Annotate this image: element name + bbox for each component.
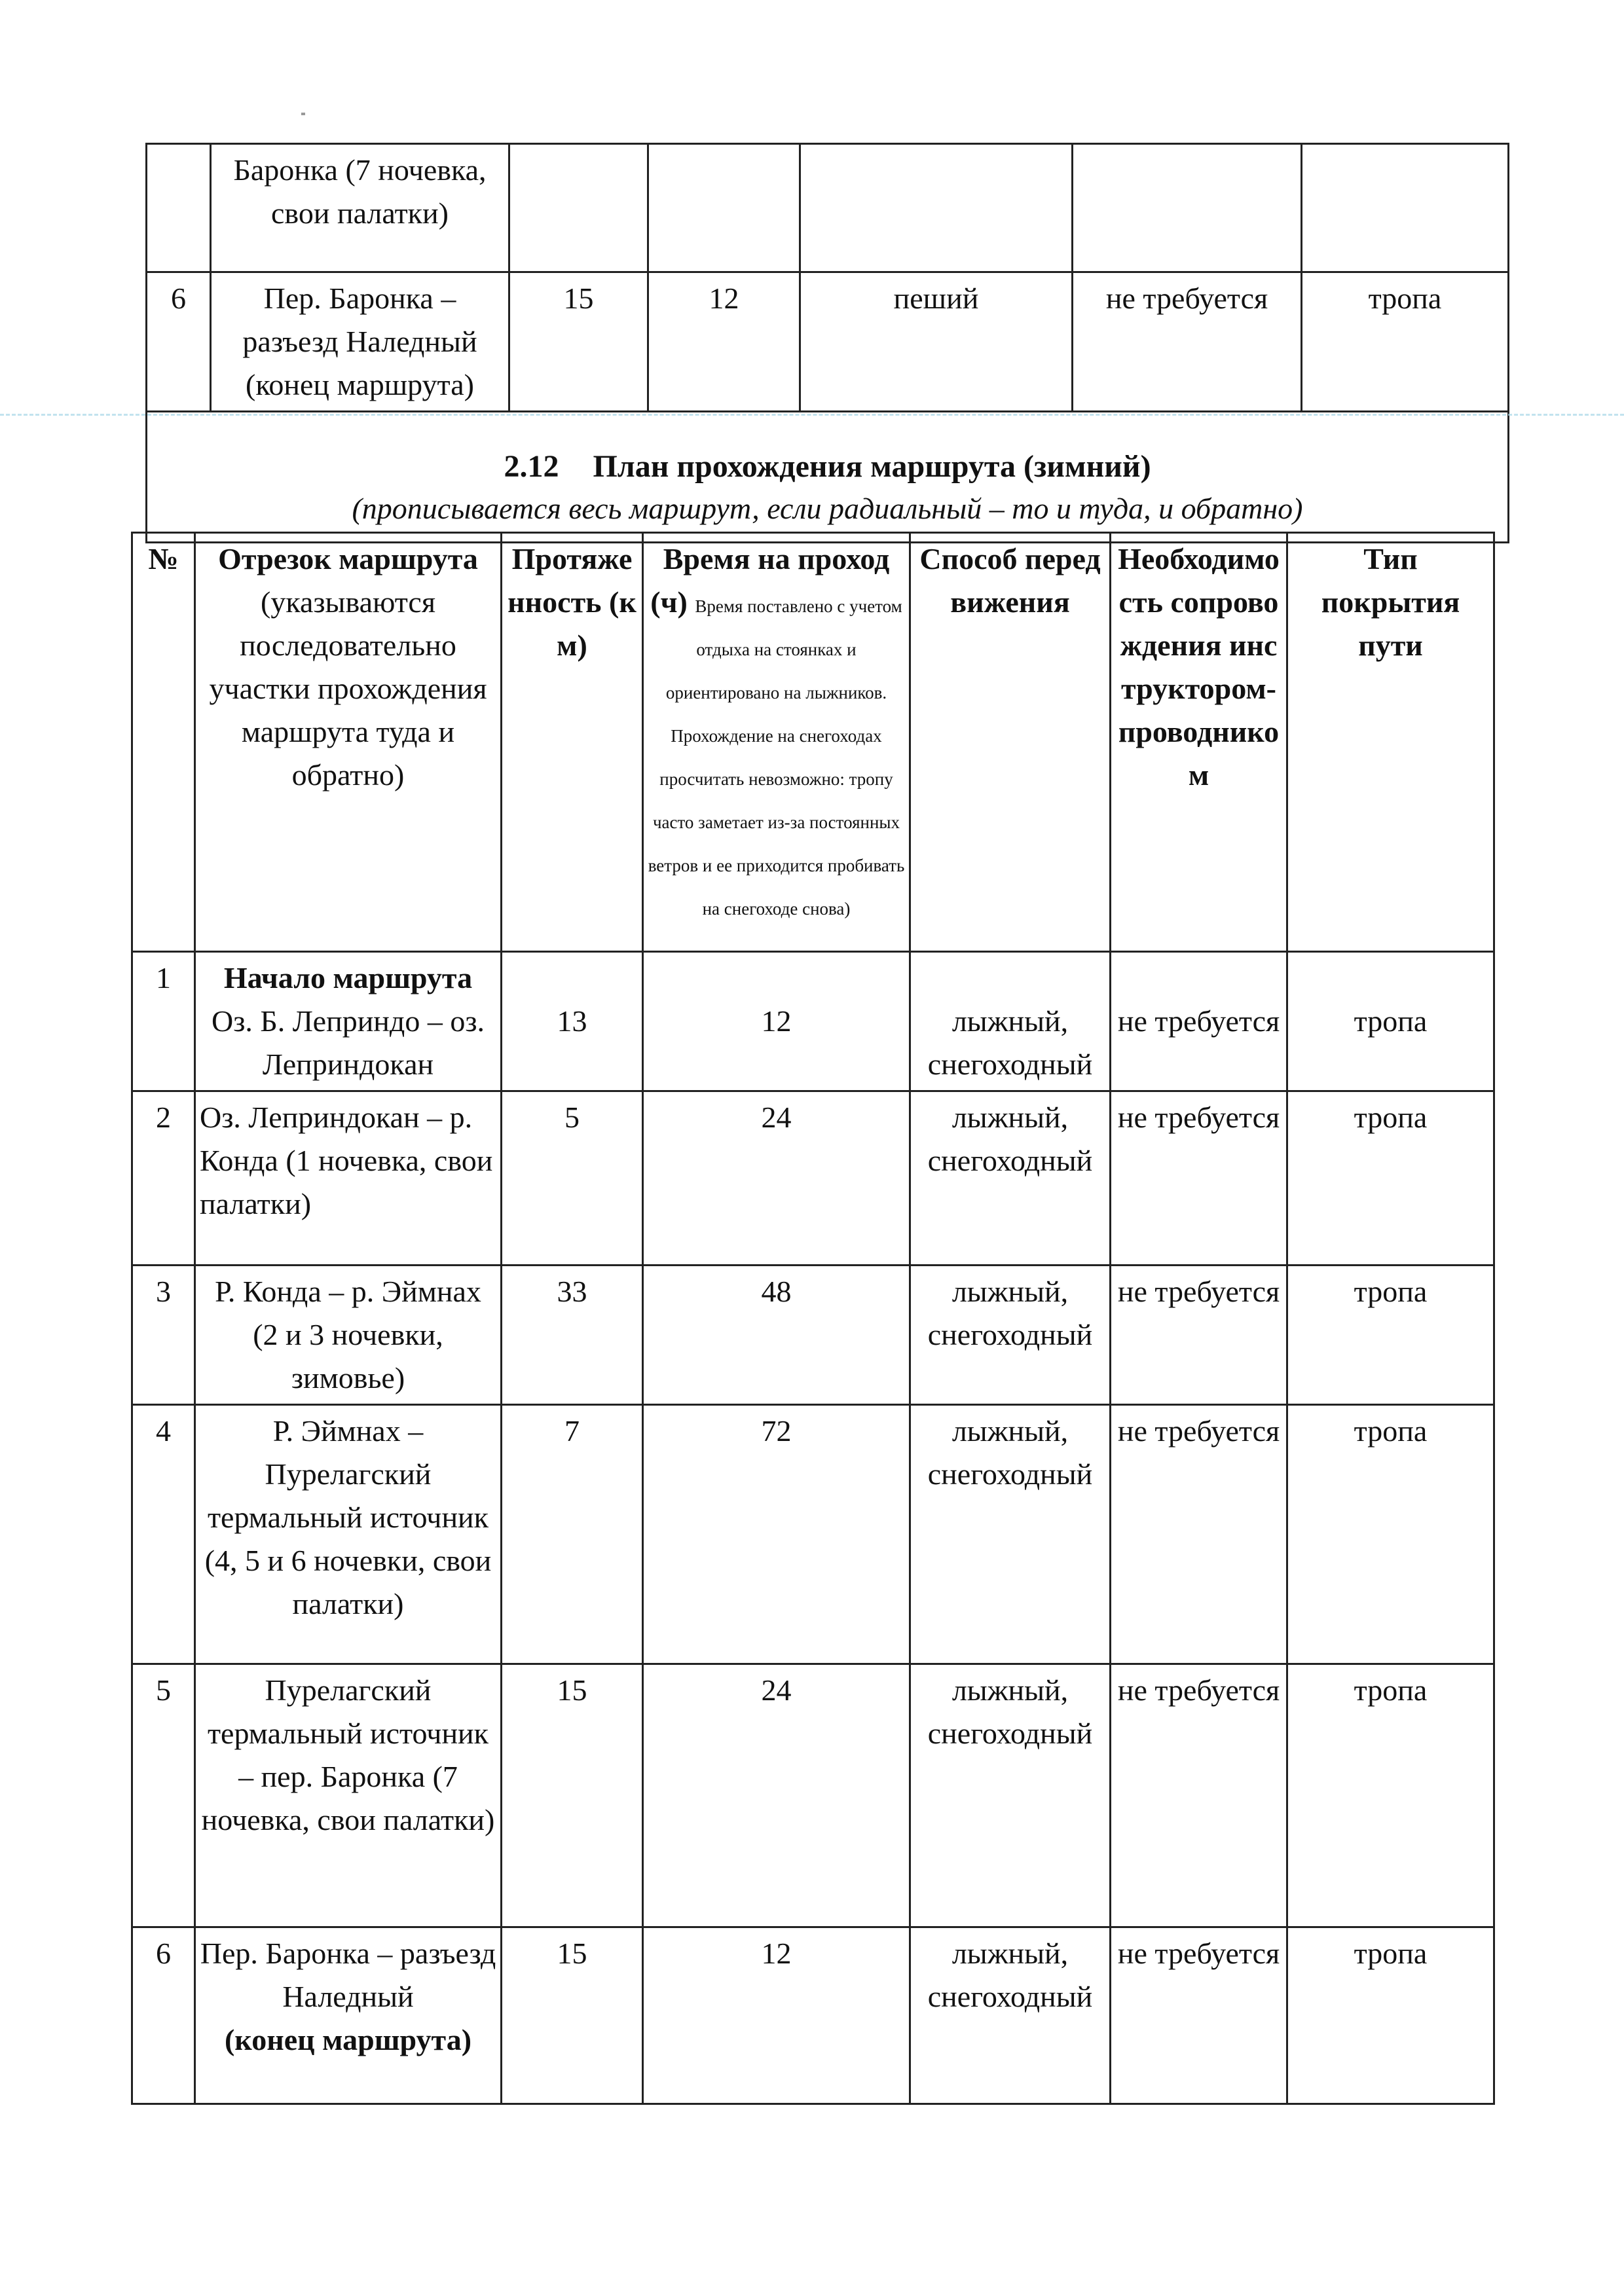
- cell-segment: Пурелагский термальный источник – пер. Баронка (7 ночевка, свои палатки): [195, 1664, 502, 1927]
- cell-num: 5: [132, 1664, 195, 1927]
- cell-surface: тропа: [1287, 1405, 1494, 1664]
- cell-segment: [195, 1927, 502, 2104]
- table-row: [147, 144, 1509, 272]
- header-length: Протяженность (км): [502, 533, 643, 952]
- table-row: [132, 1927, 1494, 2104]
- table-row: [147, 272, 1509, 412]
- cell-num: [147, 144, 211, 272]
- header-segment-note: (указываются последовательно участки прохождения маршрута туда и обратно): [209, 585, 487, 792]
- route-table-summer-continuation: [145, 143, 1509, 543]
- scan-artifact-line: [0, 414, 1624, 416]
- cell-escort: не требуется: [1111, 1927, 1287, 2104]
- table-header-row: [132, 533, 1494, 952]
- cell-length: [502, 952, 643, 1091]
- cell-escort: не требуется: [1073, 272, 1302, 412]
- cell-surface: тропа: [1302, 272, 1509, 412]
- cell-time: 24: [643, 1664, 910, 1927]
- scan-speck: [301, 113, 305, 115]
- cell-mode: лыжный, снегоходный: [910, 1927, 1111, 2104]
- cell-mode: лыжный, снегоходный: [910, 1091, 1111, 1266]
- cell-length: 7: [502, 1405, 643, 1664]
- route-end-label: (конец маршрута): [224, 2023, 472, 2056]
- section-title-text: План прохождения маршрута (зимний): [593, 449, 1151, 484]
- cell-time: 24: [643, 1091, 910, 1266]
- header-mode: Способ передвижения: [910, 533, 1111, 952]
- header-segment: [195, 533, 502, 952]
- table-row: [132, 952, 1494, 1091]
- cell-surface: [1287, 952, 1494, 1091]
- cell-length: 15: [509, 272, 648, 412]
- cell-num: 1: [132, 952, 195, 1091]
- cell-mode: лыжный, снегоходный: [910, 1405, 1111, 1664]
- cell-segment: Баронка (7 ночевка, свои палатки): [211, 144, 509, 272]
- cell-num: 2: [132, 1091, 195, 1266]
- escort-value: не требуется: [1117, 1004, 1280, 1038]
- time-value: 12: [761, 1004, 792, 1038]
- cell-length: 15: [502, 1927, 643, 2104]
- header-time-title: Время на проход: [663, 542, 890, 575]
- cell-length: 15: [502, 1664, 643, 1927]
- header-num: №: [132, 533, 195, 952]
- cell-segment: Р. Конда – р. Эймнах (2 и 3 ночевки, зимовье): [195, 1266, 502, 1405]
- cell-mode: [910, 952, 1111, 1091]
- surface-value: тропа: [1354, 1004, 1428, 1038]
- header-time-unit: (ч): [650, 585, 688, 619]
- header-surface: Тип покрытия пути: [1287, 533, 1494, 952]
- header-segment-title: Отрезок маршрута: [218, 542, 478, 575]
- cell-surface: тропа: [1287, 1266, 1494, 1405]
- section-number: 2.12: [504, 449, 559, 484]
- cell-mode: лыжный, снегоходный: [910, 1266, 1111, 1405]
- cell-mode: лыжный, снегоходный: [910, 1664, 1111, 1927]
- segment-text: Пер. Баронка – разъезд Наледный: [200, 1937, 496, 2013]
- cell-time: 48: [643, 1266, 910, 1405]
- cell-num: 6: [147, 272, 211, 412]
- cell-escort: не требуется: [1111, 1664, 1287, 1927]
- cell-time: 72: [643, 1405, 910, 1664]
- cell-segment: Оз. Леприндокан – р. Конда (1 ночевка, свои палатки): [195, 1091, 502, 1266]
- cell-time: [643, 952, 910, 1091]
- cell-mode: пеший: [800, 272, 1073, 412]
- cell-time: 12: [648, 272, 800, 412]
- route-table-winter: [131, 532, 1495, 2105]
- header-time: [643, 533, 910, 952]
- segment-text: Оз. Б. Леприндо – оз. Леприндокан: [211, 1004, 485, 1081]
- cell-length: [509, 144, 648, 272]
- cell-mode: [800, 144, 1073, 272]
- cell-num: 4: [132, 1405, 195, 1664]
- cell-escort: не требуется: [1111, 1266, 1287, 1405]
- cell-surface: тропа: [1287, 1091, 1494, 1266]
- section-heading: [147, 412, 1509, 543]
- cell-num: 3: [132, 1266, 195, 1405]
- route-start-label: Начало маршрута: [223, 961, 473, 994]
- table-row: [132, 1091, 1494, 1266]
- section-title: [151, 445, 1504, 488]
- cell-segment: Пер. Баронка – разъезд Наледный (конец маршрута): [211, 272, 509, 412]
- cell-escort: [1073, 144, 1302, 272]
- cell-time: 12: [643, 1927, 910, 2104]
- length-value: 13: [557, 1004, 587, 1038]
- section-heading-row: [147, 412, 1509, 543]
- cell-surface: тропа: [1287, 1664, 1494, 1927]
- header-escort: Необходимость сопровождения инструктором-проводником: [1111, 533, 1287, 952]
- cell-length: 33: [502, 1266, 643, 1405]
- cell-length: 5: [502, 1091, 643, 1266]
- cell-escort: не требуется: [1111, 1405, 1287, 1664]
- cell-segment: [195, 952, 502, 1091]
- cell-escort: [1111, 952, 1287, 1091]
- cell-time: [648, 144, 800, 272]
- table-row: [132, 1405, 1494, 1664]
- mode-value: лыжный, снегоходный: [927, 1004, 1093, 1081]
- section-subtitle: (прописывается весь маршрут, если радиальный – то и туда, и обратно): [352, 492, 1303, 525]
- cell-surface: тропа: [1287, 1927, 1494, 2104]
- table-row: [132, 1664, 1494, 1927]
- cell-segment: Р. Эймнах – Пурелагский термальный источник (4, 5 и 6 ночевки, свои палатки): [195, 1405, 502, 1664]
- cell-escort: не требуется: [1111, 1091, 1287, 1266]
- cell-num: 6: [132, 1927, 195, 2104]
- cell-surface: [1302, 144, 1509, 272]
- header-time-note: Время поставлено с учетом отдыха на стоянках и ориентировано на лыжников. Прохождение на снегоходах просчитать невозможно: тропу часто заметает из-за постоянных ветров и ее приходится пробивать на снегоходе снова): [648, 596, 905, 919]
- table-row: [132, 1266, 1494, 1405]
